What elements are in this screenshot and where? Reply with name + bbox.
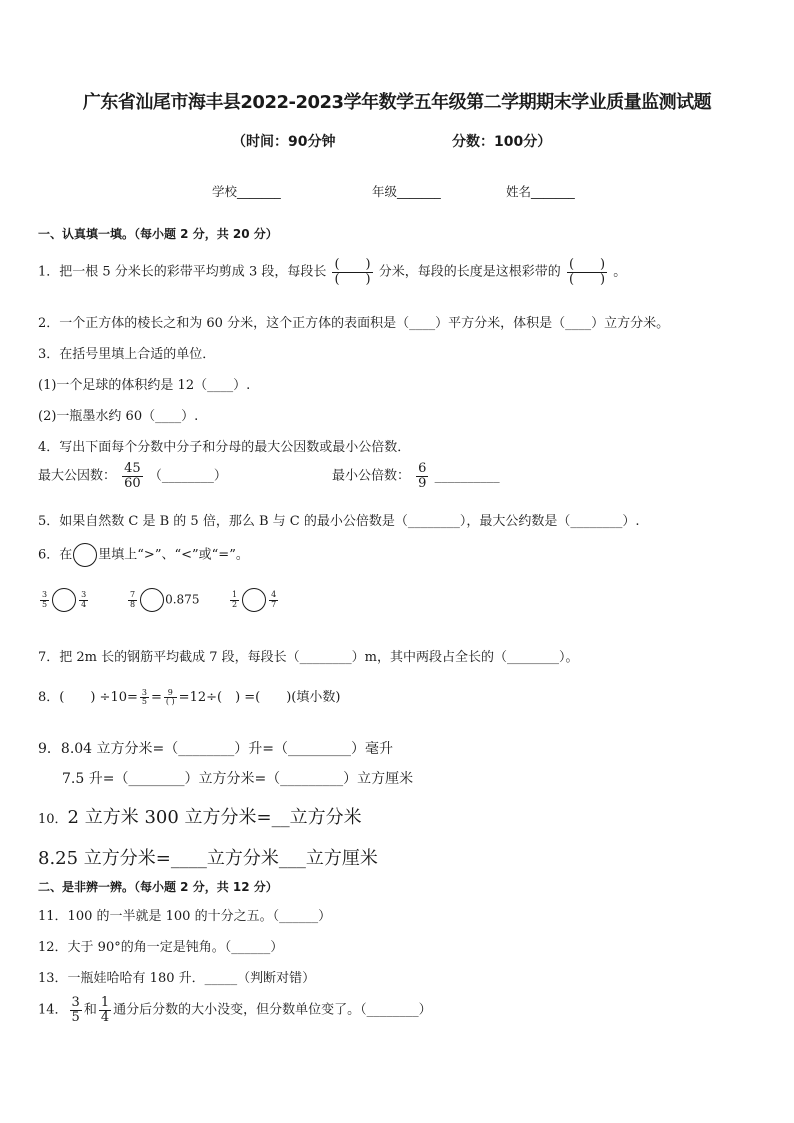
q6-pair-1: $\frac{3}{5}$ $\frac{3}{4}$: [38, 588, 90, 612]
q1-blank-fraction-1: $\frac{( )}{( )}$: [334, 257, 371, 287]
question-2: 2．一个正方体的棱长之和为 60 分米，这个正方体的表面积是（____）平方分米，体积是（____）立方分米。: [38, 316, 670, 331]
lcm-label: 最小公倍数：: [332, 468, 411, 484]
question-9-line-2: 7.5 升=（________）立方分米=（_________）立方厘米: [62, 771, 414, 787]
q6-text-a: 6．在: [38, 547, 73, 563]
question-1: [38, 258, 626, 286]
q6-text-b: 里填上“>”、“<”或“=”。: [98, 547, 249, 563]
gcd-label: 最大公因数：: [38, 468, 117, 484]
question-5: 5．如果自然数 C 是 B 的 5 倍，那么 B 与 C 的最小公倍数是（________），最大公约数是（________）.: [38, 514, 640, 529]
question-3-2: (2)一瓶墨水约 60（____）.: [38, 409, 199, 424]
compare-circle-icon[interactable]: [242, 588, 266, 612]
q1-text-a: 1．把一根 5 分米长的彩带平均剪成 3 段，每段长: [38, 264, 327, 280]
lcm-fraction: $\frac{6}{9}$: [418, 461, 427, 491]
circle-icon: [73, 543, 97, 567]
question-14: 14． $\frac{3}{5}$ 和 $\frac{1}{4}$ 通分后分数的大小没变，但分数单位变了。（________）: [38, 995, 432, 1025]
section-1-heading: 一、认真填一填。（每小题 2 分，共 20 分）: [38, 227, 278, 241]
question-10: 10．2 立方米 300 立方分米=__立方分米: [38, 807, 362, 828]
gcd-fraction: $\frac{45}{60}$: [124, 461, 141, 491]
question-4-lcm: [332, 462, 500, 490]
q1-blank-fraction-2: $\frac{( )}{( )}$: [568, 257, 606, 287]
q6-pair-2: $\frac{7}{8}$ 0.875: [126, 588, 199, 612]
question-4: 4．写出下面每个分数中分子和分母的最大公因数或最小公倍数．: [38, 440, 411, 455]
q1-text-b: 分米，每段的长度是这根彩带的: [378, 264, 561, 280]
question-12: 12．大于 90°的角一定是钝角。（______）: [38, 940, 284, 955]
question-7: 7．把 2m 长的钢筋平均截成 7 段，每段长（________）m，其中两段占全长的（________）。: [38, 650, 579, 665]
question-8: 8．( ) ÷10= $\frac{3}{5}$ = $\frac{9}{( )}$ =12÷( ) =( )(填小数): [38, 687, 341, 706]
q6-pair-3: $\frac{1}{2}$ $\frac{4}{7}$: [228, 588, 280, 612]
score-label: 分数：100分）: [452, 134, 552, 150]
q1-text-c: 。: [613, 264, 627, 280]
grade-field: 年级_______: [372, 184, 441, 199]
school-field: 学校_______: [212, 184, 281, 199]
compare-circle-icon[interactable]: [52, 588, 76, 612]
question-6: [38, 543, 249, 567]
page-title: 广东省汕尾市海丰县2022-2023学年数学五年级第二学期期末学业质量监测试题: [82, 92, 712, 113]
gcd-blank: （________）: [148, 468, 227, 484]
compare-circle-icon[interactable]: [140, 588, 164, 612]
question-13: 13．一瓶娃哈哈有 180 升．_____（判断对错）: [38, 971, 316, 986]
question-3: 3．在括号里填上合适的单位．: [38, 347, 216, 362]
name-field: 姓名_______: [506, 184, 575, 199]
question-9-line-1: 9．8.04 立方分米=（________）升=（_________）毫升: [38, 741, 393, 757]
time-label: （时间：90分钟: [232, 134, 336, 150]
question-3-1: (1)一个足球的体积约是 12（____）.: [38, 378, 251, 393]
question-11: 11．100 的一半就是 100 的十分之五。（______）: [38, 909, 332, 924]
question-4-gcd: [38, 462, 227, 490]
section-2-heading: 二、是非辨一辨。（每小题 2 分，共 12 分）: [38, 880, 278, 894]
lcm-blank: __________: [434, 468, 500, 484]
question-10-line-2: 8.25 立方分米=____立方分米___立方厘米: [38, 848, 378, 869]
